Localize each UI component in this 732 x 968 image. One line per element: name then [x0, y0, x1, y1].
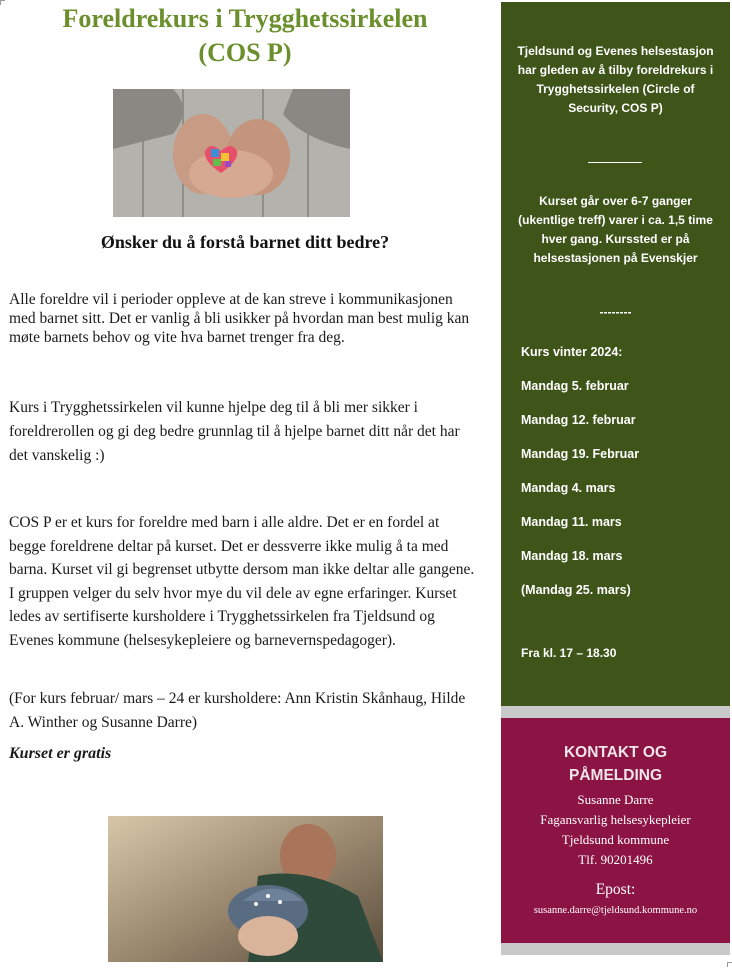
contact-heading — [501, 741, 730, 787]
contact-panel — [501, 718, 730, 943]
info-sidebar — [501, 2, 730, 706]
schedule-date: Mandag 19. Februar — [521, 447, 640, 461]
lead-question: Ønsker du å forstå barnet ditt bedre? — [100, 232, 390, 252]
hands-heart-illustration — [113, 89, 350, 217]
contact-role: Fagansvarlig helsesykepleier — [540, 812, 691, 827]
page-title — [0, 2, 490, 70]
email-label: Epost: — [595, 881, 636, 898]
father-child-illustration — [108, 816, 383, 962]
contact-heading-line-2: PÅMELDING — [569, 767, 662, 784]
course-time: Fra kl. 17 – 18.30 — [521, 646, 617, 660]
title-line-1: Foreldrekurs i Trygghetssirkelen — [62, 4, 428, 33]
father-child-photo — [108, 816, 383, 962]
schedule-heading: Kurs vinter 2024: — [521, 345, 623, 359]
sidebar-intro: Tjeldsund og Evenes helsestasjon har gleden av å tilby foreldrekurs i Trygghetssirkelen (Circle of Security, COS P) — [517, 44, 714, 115]
paragraph-3: COS P er et kurs for foreldre med barn i alle aldre. Det er en fordel at begge foreldrene deltar på kurset. Det er dessverre ikke mulig å ta med barna. Kurset vil gi begrenset utbytte dersom man ikke deltar alle gangene. I gruppen velger du selv hvor mye du vil dele av egne erfaringer. Kurset ledes av sertifiserte kursholdere i Trygghetssirkelen fra Tjeldsund og Evenes kommune (helsesykepleiere og barnevernspedagoger). — [9, 514, 475, 649]
title-line-2: (COS P) — [198, 38, 292, 67]
contact-name: Susanne Darre — [577, 792, 654, 807]
contact-details — [501, 790, 730, 870]
paragraph-4: (For kurs februar/ mars – 24 er kursholdere: Ann Kristin Skånhaug, Hilde A. Winther og Susanne Darre) — [9, 690, 466, 731]
sidebar-gap-bar — [501, 706, 730, 718]
hands-heart-photo — [113, 89, 350, 217]
schedule-date: Mandag 11. mars — [521, 515, 622, 529]
bottom-gray-bar — [501, 943, 730, 955]
sidebar-separator: -------- — [599, 305, 632, 319]
free-course-note: Kurset er gratis — [9, 745, 112, 762]
sidebar-course-info: Kurset går over 6-7 ganger (ukentlige treff) varer i ca. 1,5 time hver gang. Kurssted er på helsestasjonen på Evenskjer — [518, 194, 713, 265]
schedule-date: Mandag 12. februar — [521, 413, 636, 427]
schedule-date: Mandag 18. mars — [521, 549, 623, 563]
contact-phone[interactable]: Tlf. 90201496 — [578, 852, 653, 867]
contact-heading-line-1: KONTAKT OG — [563, 744, 668, 761]
schedule-date: Mandag 4. mars — [521, 481, 616, 495]
course-schedule — [521, 344, 721, 616]
schedule-date: Mandag 5. februar — [521, 379, 629, 393]
schedule-date: (Mandag 25. mars) — [521, 583, 631, 597]
email-link[interactable]: susanne.darre@tjeldsund.kommune.no — [533, 905, 698, 916]
page-corner-mark-bottom — [727, 962, 732, 967]
paragraph-1: Alle foreldre vil i perioder oppleve at de kan streve i kommunikasjonen med barnet sitt. Det er vanlig å bli usikker på hvordan man best mulig kan møte barnets behov og vite hva barnet trenger fra deg. — [9, 291, 470, 346]
paragraph-2: Kurs i Trygghetssirkelen vil kunne hjelpe deg til å bli mer sikker i foreldrerollen og gi deg bedre grunnlag til å hjelpe barnet ditt når det har det vanskelig :) — [9, 399, 460, 464]
sidebar-divider — [588, 162, 642, 163]
contact-municipality: Tjeldsund kommune — [561, 832, 670, 847]
